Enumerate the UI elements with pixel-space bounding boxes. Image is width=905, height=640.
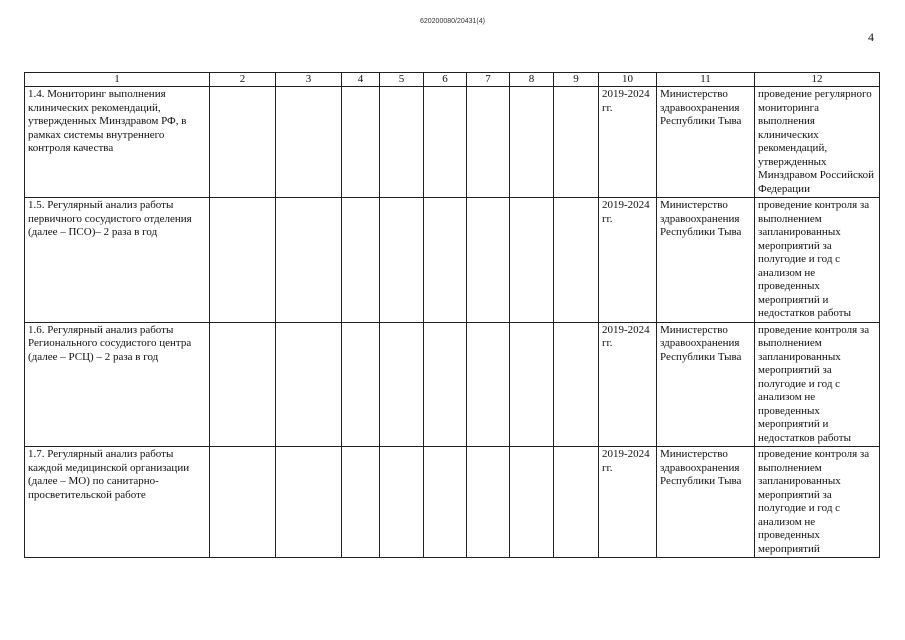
empty-cell xyxy=(276,198,342,323)
table-row xyxy=(25,447,880,558)
column-header: 12 xyxy=(755,73,880,87)
column-number-row xyxy=(25,73,880,87)
document-id: 620200080/20431(4) xyxy=(419,18,485,25)
empty-cell xyxy=(210,447,276,558)
empty-cell xyxy=(342,87,380,198)
column-header: 4 xyxy=(342,73,380,87)
column-header: 9 xyxy=(554,73,599,87)
empty-cell xyxy=(276,322,342,447)
column-header: 2 xyxy=(210,73,276,87)
empty-cell xyxy=(554,198,599,323)
empty-cell xyxy=(276,447,342,558)
empty-cell xyxy=(510,322,554,447)
measures-table xyxy=(24,72,880,558)
empty-cell xyxy=(510,87,554,198)
empty-cell xyxy=(424,87,467,198)
empty-cell xyxy=(554,322,599,447)
result-cell: проведение регулярного мониторинга выполнения клинических рекомендаций, утвержденных Минздравом Российской Федерации xyxy=(755,87,880,198)
empty-cell xyxy=(342,198,380,323)
period-cell: 2019-2024 гг. xyxy=(599,198,657,323)
table-row xyxy=(25,198,880,323)
measure-name-cell: 1.5. Регулярный анализ работы первичного сосудистого отделения (далее – ПСО)– 2 раза в год xyxy=(25,198,210,323)
column-header: 5 xyxy=(380,73,424,87)
empty-cell xyxy=(510,447,554,558)
empty-cell xyxy=(424,447,467,558)
measure-name-cell: 1.6. Регулярный анализ работы Регионального сосудистого центра (далее – РСЦ) – 2 раза в год xyxy=(25,322,210,447)
page-number: 4 xyxy=(868,30,874,44)
period-cell: 2019-2024 гг. xyxy=(599,322,657,447)
executor-cell: Министерство здравоохранения Республики Тыва xyxy=(657,87,755,198)
empty-cell xyxy=(467,198,510,323)
empty-cell xyxy=(380,87,424,198)
table-row xyxy=(25,87,880,198)
empty-cell xyxy=(554,447,599,558)
empty-cell xyxy=(276,87,342,198)
empty-cell xyxy=(554,87,599,198)
empty-cell xyxy=(380,322,424,447)
empty-cell xyxy=(210,322,276,447)
empty-cell xyxy=(467,322,510,447)
measure-name-cell: 1.4. Мониторинг выполнения клинических рекомендаций, утвержденных Минздравом РФ, в рамках системы внутреннего контроля качества xyxy=(25,87,210,198)
result-cell: проведение контроля за выполнением запланированных мероприятий за полугодие и год с анализом не проведенных мероприятий и недостатков работы xyxy=(755,198,880,323)
executor-cell: Министерство здравоохранения Республики Тыва xyxy=(657,322,755,447)
column-header: 1 xyxy=(25,73,210,87)
empty-cell xyxy=(342,447,380,558)
empty-cell xyxy=(210,87,276,198)
executor-cell: Министерство здравоохранения Республики Тыва xyxy=(657,447,755,558)
column-header: 6 xyxy=(424,73,467,87)
empty-cell xyxy=(380,198,424,323)
result-cell: проведение контроля за выполнением запланированных мероприятий за полугодие и год с анализом не проведенных мероприятий и недостатков работы xyxy=(755,322,880,447)
empty-cell xyxy=(467,87,510,198)
empty-cell xyxy=(342,322,380,447)
empty-cell xyxy=(210,198,276,323)
result-cell: проведение контроля за выполнением запланированных мероприятий за полугодие и год с анализом не проведенных мероприятий xyxy=(755,447,880,558)
column-header: 8 xyxy=(510,73,554,87)
column-header: 7 xyxy=(467,73,510,87)
period-cell: 2019-2024 гг. xyxy=(599,447,657,558)
empty-cell xyxy=(424,322,467,447)
executor-cell: Министерство здравоохранения Республики Тыва xyxy=(657,198,755,323)
table-row xyxy=(25,322,880,447)
period-cell: 2019-2024 гг. xyxy=(599,87,657,198)
column-header: 11 xyxy=(657,73,755,87)
empty-cell xyxy=(380,447,424,558)
empty-cell xyxy=(424,198,467,323)
column-header: 10 xyxy=(599,73,657,87)
empty-cell xyxy=(467,447,510,558)
measure-name-cell: 1.7. Регулярный анализ работы каждой медицинской организации (далее – МО) по санитарно-просветительской работе xyxy=(25,447,210,558)
empty-cell xyxy=(510,198,554,323)
column-header: 3 xyxy=(276,73,342,87)
